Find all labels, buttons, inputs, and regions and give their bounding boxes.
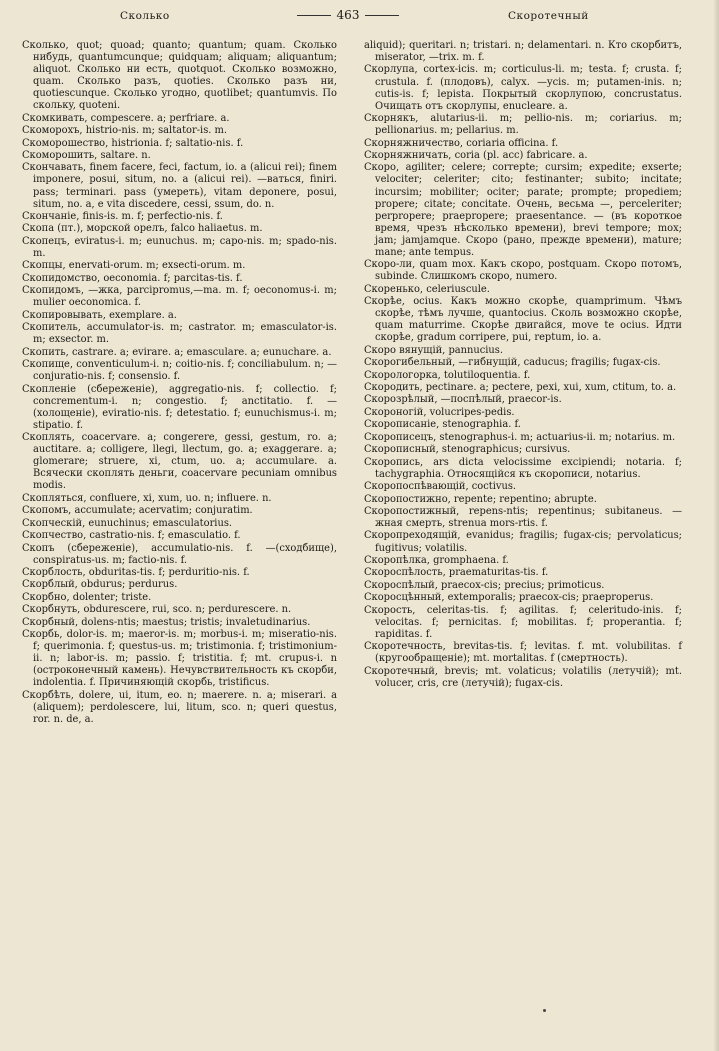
dictionary-entry: Скопитель, accumulator-is. m; castrator. m; emasculator-is. m; exsector. m. [22,322,337,346]
dictionary-entry: Скоро вянущій, pannucius. [364,344,504,356]
dictionary-entry: Скопить, castrare. a; evirare. a; emasculare. a; eunuchare. a. [22,346,332,358]
header-right-guide-word: Скоротечный [508,10,589,22]
dictionary-entry: Скопцы, enervati-orum. m; exsecti-orum. m. [22,260,246,272]
dictionary-entry: Скончавать, finem facere, feci, factum, io. a (alicui rei); finem imponere, posui, situm, no. a (alicui rei). —ваться, finiri. pass; terminari. pass (умереть), vitam deponere, posui, situm, no. a, e vita discedere, cessi, ssum, do. n. [22,162,337,210]
scan-edge-shadow [713,0,719,1051]
dictionary-entry: Скопа (пт.), морской орелъ, falco haliaetus. m. [22,223,263,235]
dictionary-entry: Скоротечность, brevitas-tis. f; levitas. f. mt. volubilitas. f (кругообращеніе); mt. mortalitas. f (смертность). [364,641,682,665]
dictionary-entry: Скорозрѣлый, —поспѣлый, praecor-is. [364,394,562,406]
dictionary-entry: Скопчество, castratio-nis. f; emasculatio. f. [22,530,241,542]
dictionary-entry: Скопческій, eunuchinus; emasculatorius. [22,517,233,529]
page-number [288,8,408,22]
dictionary-entry: Скопляться, confluere, xi, xum, uo. n; influere. n. [22,492,272,504]
dictionary-entry: Скорогибельный, —гибнущій, caducus; fragilis; fugax-cis. [364,357,661,369]
dictionary-entry: Скоропреходящій, evanidus; fragilis; fugax-cis; pervolaticus; fugitivus; volatilis. [364,530,682,554]
dictionary-entry: Скоропостижно, repente; repentino; abrupte. [364,493,597,505]
dictionary-entry: Скопидомъ, —жка, parcipromus,—ma. m. f; oeconomus-i. m; mulier oeconomica. f. [22,285,337,309]
dictionary-entry: Скопидомство, oeconomia. f; parcitas-tis. f. [22,272,243,284]
page-speck [543,1009,546,1012]
dictionary-entry: Скороспѣлый, praecox-cis; precius; primoticus. [364,579,605,591]
dictionary-entry: Скорбь, dolor-is. m; maeror-is. m; morbus-i. m; miseratio-nis. f; querimonia. f; questus-us. m; tristimonia. f; tristimonium-ii. n; labor-is. m; passio. f; tristitia. f; mt. crupus-i. n (остроконечный камень). Нечувствительность къ скорби, indolentia. f. Причиняющій скорбь, tristificus. [22,629,337,689]
dictionary-entry: Скорбно, dolenter; triste. [22,591,152,603]
dictionary-entry: Скопомъ, accumulate; acervatim; conjuratim. [22,505,253,517]
header-left-guide-word: Сколько [120,10,170,22]
dictionary-entry: Скоплять, coacervare. a; congerere, gessi, gestum, ro. a; auctitare. a; colligere, llegi, llectum, go. a; exaggerare. a; glomerare; struere, xi, ctum, uo. a; accumulare. a. Всячески скоплять деньги, coacervare pecuniam omnibus modis. [22,432,337,492]
dictionary-entry: Скорблый, obdurus; perdurus. [22,579,178,591]
dictionary-entry: Скоморошество, histrionia. f; saltatio-nis. f. [22,137,244,149]
dictionary-entry: Скопъ (сбереженіе), accumulatio-nis. f. —(сходбище), conspiratus-us. m; factio-nis. f. [22,542,337,566]
dictionary-entry: aliquid); queritari. n; tristari. n; delamentari. n. Кто скорбитъ, miserator, —trix. m. f. [364,40,682,64]
dictionary-entry: Скорлупа, cortex-icis. m; corticulus-li. m; testa. f; crusta. f; crustula. f. (плодовъ), calyx. —ycis. m; putamen-inis. n; cutis-is. f; lepista. Покрытый скорлупою, concrustatus. Очищать отъ скорлупы, enucleare. a. [364,64,682,112]
page-number-text: 463 [336,8,360,22]
dictionary-entry: Скорость, celeritas-tis. f; agilitas. f; celeritudo-inis. f; velocitas. f; pernicitas. f; mobilitas. f; properantia. f; rapiditas. f. [364,604,682,640]
dictionary-entry: Скоро-ли, quam mox. Какъ скоро, postquam. Скоро потомъ, subinde. Слишкомъ скоро, numero. [364,259,682,283]
dictionary-entry: Скорнякъ, alutarius-ii. m; pellio-nis. m; coriarius. m; pellionarius. m; pellarius. m. [364,113,682,137]
dictionary-entry: Скорбный, dolens-ntis; maestus; tristis; invaletudinarius. [22,616,311,628]
dictionary-entry: Скоренько, celeriuscule. [364,283,490,295]
dictionary-entry: Скороногій, volucripes-pedis. [364,406,515,418]
page-header [0,8,719,28]
dictionary-entry: Скорняжничество, coriaria officina. f. [364,137,559,149]
dictionary-entry: Скорбѣть, dolere, ui, itum, eo. n; maerere. n. a; miserari. a (aliquem); perdolescere, lui, litum, sco. n; queri questus, ror. n. de, a. [22,689,337,725]
dictionary-entry: Скорняжничать, coria (pl. acc) fabricare. a. [364,149,588,161]
dictionary-entry: Скопировывать, exemplare. a. [22,309,177,321]
dictionary-entry: Скорологорка, tolutiloquentia. f. [364,369,531,381]
dictionary-entry: Скопленіе (сбереженіе), aggregatio-nis. f; collectio. f; concrementum-i. n; congestio. f; anctitatio. f. — (холощеніе), eviratio-nis. f; detestatio. f; eunuchismus-i. m; stipatio. f. [22,383,337,431]
right-column [364,40,682,690]
dictionary-entry: Скопецъ, eviratus-i. m; eunuchus. m; capo-nis. m; spado-nis. m. [22,235,337,259]
dictionary-entry: Скоро, agiliter; celere; correpte; cursim; expedite; exserte; velociter; celeriter; cito; festinanter; subito; incitate; incursim; mobiliter; ociter; parate; prompte; propediem; propere; citate; concitate. Очень, весьма —, perceleriter; perpropere; praepropere; praesentance. — (въ короткое время, чрезъ нѣсколько времени), brevi tempore; mox; jam; jamjamque. Скоро (рано, прежде времени), mature; mane; ante tempus. [364,162,682,258]
dictionary-entry: Скорописный, stenographicus; cursivus. [364,444,571,456]
dictionary-entry: Скончаніе, finis-is. m. f; perfectio-nis. f. [22,211,223,222]
dictionary-entry: Скорѣе, ocius. Какъ можно скорѣе, quamprimum. Чѣмъ скорѣе, тѣмъ лучше, quantocius. Сколь возможно скорѣе, quam maturrime. Скорѣе двигайся, move te ocius. Идти скорѣе, gradum corripere, pui, reptum, io. a. [364,296,682,344]
dictionary-entry: Скоротечный, brevis; mt. volaticus; volatilis (летучій); mt. voluсer, cris, cre (летучій); fugax-cis. [364,665,682,689]
dictionary-entry: Скоропись, ars dicta velocissime excipiendi; notaria. f; tachygraphia. Относящійся къ скорописи, notarius. [364,456,682,480]
dictionary-entry: Скоросцѣнный, extemporalis; praecox-cis; praeproperus. [364,592,654,604]
dictionary-entry: Скоропѣлка, gromphaena. f. [364,554,509,566]
dictionary-entry: Скороспѣлость, praematuritas-tis. f. [364,567,549,579]
dictionary-entry: Скорописецъ, stenographus-i. m; actuarius-ii. m; notarius. m. [364,431,676,443]
dictionary-entry: Скорблость, obduritas-tis. f; perduritio-nis. f. [22,567,250,578]
dictionary-entry: Скопище, conventiculum-i. n; coitio-nis. f; conciliabulum. n; — conjuratio-nis. f; consensio. f. [22,359,337,383]
dictionary-entry: Скомкивать, compescere. a; perfriare. a. [22,112,230,124]
dictionary-entry: Скоморохъ, histrio-nis. m; saltator-is. m. [22,125,228,137]
dictionary-entry: Скородить, pectinare. a; pectere, pexi, xui, xum, ctitum, to. a. [364,382,677,393]
dictionary-entry: Скорбнуть, obdurescere, rui, sco. n; perdurescere. n. [22,604,292,616]
dictionary-entry: Скорописаніе, stenographia. f. [364,419,521,431]
dictionary-entry: Скоропоспѣвающій, coctivus. [364,481,517,493]
dictionary-entry: Скоморошить, saltare. n. [22,149,151,161]
dictionary-entry: Скоропостижный, repens-ntis; repentinus; subitaneus. —жная смерть, strenua mors-rtis. f. [364,505,682,530]
dictionary-entry: Сколько, quot; quoad; quanto; quantum; quam. Сколько нибудь, quantumcunque; quidquam; aliquam; aliquantum; aliquot. Сколько ни есть, quotquot. Сколько возможно, quam. Сколько разъ, quoties. Сколько разъ ни, quotiescunque. Сколько угодно, quotlibet; quantumvis. По сколькy, quoteni. [22,40,337,112]
left-column [22,40,337,726]
